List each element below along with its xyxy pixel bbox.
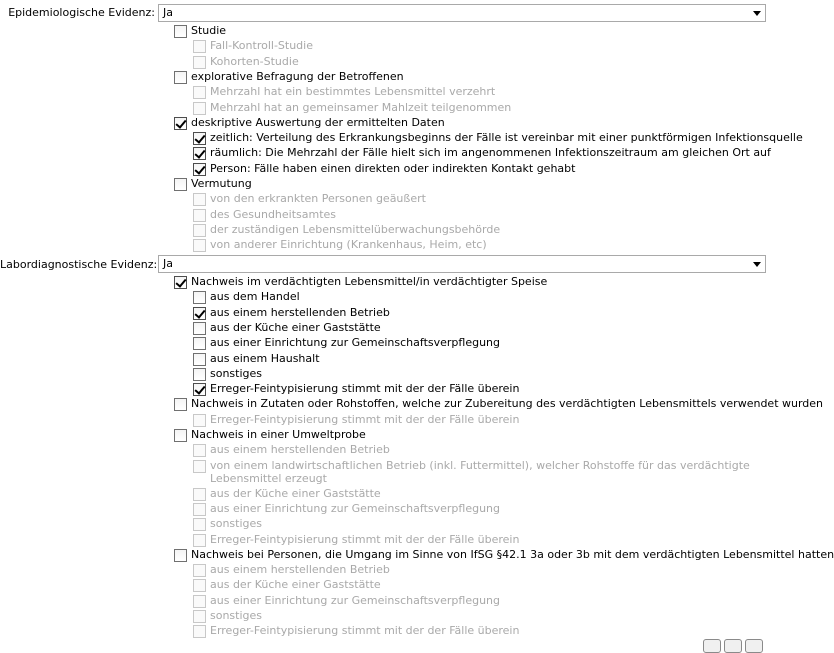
epi-checkbox	[193, 239, 206, 252]
epi-checkbox-label: von den erkrankten Personen geäußert	[210, 192, 426, 206]
lab-checkbox[interactable]	[174, 276, 187, 289]
epi-checkbox-label: räumlich: Die Mehrzahl der Fälle hielt sich im angenommenen Infektionszeitraum am gleichen Ort auf	[210, 146, 771, 160]
lab-checkbox-label: aus der Küche einer Gaststätte	[210, 486, 381, 500]
lab-checkbox-label: sonstiges	[210, 609, 263, 622]
epi-checkbox[interactable]	[193, 132, 206, 145]
lab-checkbox[interactable]	[193, 291, 206, 304]
lab-checkbox	[193, 534, 206, 547]
chevron-down-icon	[753, 262, 761, 267]
lab-checkbox-label: aus einem herstellenden Betrieb	[210, 443, 390, 457]
lab-checkbox	[193, 488, 206, 501]
nav-button-second[interactable]	[724, 639, 742, 653]
epi-checkbox-label: deskriptive Auswertung der ermittelten Daten	[191, 115, 445, 129]
lab-checkbox-label: sonstiges	[210, 366, 263, 380]
lab-checkbox-label: aus einer Einrichtung zur Gemeinschaftsverpflegung	[210, 336, 501, 350]
lab-checkbox[interactable]	[193, 337, 206, 350]
epi-evidence-select[interactable]	[158, 4, 766, 22]
lab-checkbox-label: Nachweis im verdächtigten Lebensmittel/in verdächtigter Speise	[191, 275, 548, 288]
epi-checkbox-label: Person: Fälle haben einen direkten oder indirekten Kontakt gehabt	[210, 161, 576, 175]
lab-checkbox[interactable]	[193, 307, 206, 320]
epi-checkbox[interactable]	[193, 147, 206, 160]
lab-checkbox-label: aus einer Einrichtung zur Gemeinschaftsverpflegung	[210, 593, 501, 607]
epi-checkbox[interactable]	[193, 163, 206, 176]
lab-checkbox	[193, 564, 206, 577]
nav-button-third[interactable]	[745, 639, 763, 653]
epi-checkbox-label: Fall-Kontroll-Studie	[210, 39, 313, 53]
epi-checkbox-label: Mehrzahl hat ein bestimmtes Lebensmittel verzehrt	[210, 85, 496, 99]
epi-checkbox-label: explorative Befragung der Betroffenen	[191, 69, 404, 83]
lab-checkbox	[193, 414, 206, 427]
lab-checkbox-label: aus einem Haushalt	[210, 351, 320, 365]
lab-checkbox-label: aus dem Handel	[210, 290, 300, 304]
lab-checkbox	[193, 503, 206, 516]
epi-evidence-value: Ja	[163, 6, 173, 19]
lab-checkbox-label: Erreger-Feintypisierung stimmt mit der der Fälle überein	[210, 412, 520, 426]
epi-checkbox-label: Studie	[191, 24, 227, 37]
epi-checkbox-label: Vermutung	[191, 177, 252, 190]
epi-checkbox	[193, 193, 206, 206]
lab-checkbox-label: aus der Küche einer Gaststätte	[210, 320, 381, 334]
epi-checkbox[interactable]	[174, 117, 187, 130]
epi-checkbox	[193, 224, 206, 237]
lab-checkbox-label: Erreger-Feintypisierung stimmt mit der der Fälle überein	[210, 382, 520, 396]
lab-checkbox	[193, 579, 206, 592]
lab-checkbox-label: Erreger-Feintypisierung stimmt mit der der Fälle überein	[210, 624, 520, 638]
epi-checkbox-label: der zuständigen Lebensmittelüberwachungsbehörde	[210, 222, 501, 236]
lab-checkbox[interactable]	[193, 368, 206, 381]
epi-checkbox	[193, 56, 206, 69]
lab-checkbox	[193, 460, 206, 473]
lab-checkbox-label: Erreger-Feintypisierung stimmt mit der der Fälle überein	[210, 532, 520, 546]
epi-checkbox	[193, 86, 206, 99]
epi-checkbox-label: zeitlich: Verteilung des Erkrankungsbeginns der Fälle ist vereinbar mit einer punktförmigen Infektionsquelle	[210, 131, 803, 145]
epi-checkbox-label: des Gesundheitsamtes	[210, 207, 337, 221]
lab-checkbox-label: aus einer Einrichtung zur Gemeinschaftsverpflegung	[210, 501, 501, 515]
lab-checkbox-label: Nachweis in Zutaten oder Rohstoffen, welche zur Zubereitung des verdächtigten Lebensmittels verwendet wurden	[191, 397, 824, 411]
epi-checkbox-label: Kohorten-Studie	[210, 54, 299, 68]
lab-checkbox[interactable]	[174, 398, 187, 411]
lab-checkbox[interactable]	[193, 383, 206, 396]
chevron-down-icon	[753, 11, 761, 16]
lab-checkbox-label: von einem landwirtschaftlichen Betrieb (inkl. Futtermittel), welcher Rohstoffe für das verdächtigte Lebensmittel erzeugt	[210, 458, 750, 485]
lab-checkbox	[193, 595, 206, 608]
lab-evidence-value: Ja	[163, 257, 173, 270]
epi-checkbox[interactable]	[174, 25, 187, 38]
nav-button-first[interactable]	[703, 639, 721, 653]
lab-checkbox-label: aus der Küche einer Gaststätte	[210, 578, 381, 592]
epi-checkbox	[193, 40, 206, 53]
lab-evidence-label: Labordiagnostische Evidenz:	[0, 258, 158, 271]
epi-checkbox-label: von anderer Einrichtung (Krankenhaus, Heim, etc)	[210, 238, 487, 252]
lab-checkbox-label: aus einem herstellenden Betrieb	[210, 563, 390, 577]
lab-checkbox	[193, 444, 206, 457]
lab-checkbox	[193, 625, 206, 638]
lab-checkbox-label: sonstiges	[210, 517, 263, 531]
lab-checkbox-label: aus einem herstellenden Betrieb	[210, 305, 390, 319]
lab-checkbox	[193, 610, 206, 623]
epi-checkbox	[193, 209, 206, 222]
epi-checkbox-label: Mehrzahl hat an gemeinsamer Mahlzeit teilgenommen	[210, 100, 512, 114]
lab-checkbox[interactable]	[193, 353, 206, 366]
lab-checkbox[interactable]	[174, 429, 187, 442]
epi-checkbox[interactable]	[174, 71, 187, 84]
lab-evidence-select[interactable]	[158, 255, 766, 273]
epi-evidence-label: Epidemiologische Evidenz:	[8, 6, 155, 19]
lab-checkbox-label: Nachweis in einer Umweltprobe	[191, 428, 366, 441]
epi-checkbox	[193, 102, 206, 115]
lab-checkbox	[193, 518, 206, 531]
lab-checkbox-label: Nachweis bei Personen, die Umgang im Sinne von IfSG §42.1 3a oder 3b mit dem verdächtigten Lebensmittel hatten	[191, 547, 834, 561]
lab-checkbox[interactable]	[174, 549, 187, 562]
epi-checkbox[interactable]	[174, 178, 187, 191]
lab-checkbox[interactable]	[193, 322, 206, 335]
